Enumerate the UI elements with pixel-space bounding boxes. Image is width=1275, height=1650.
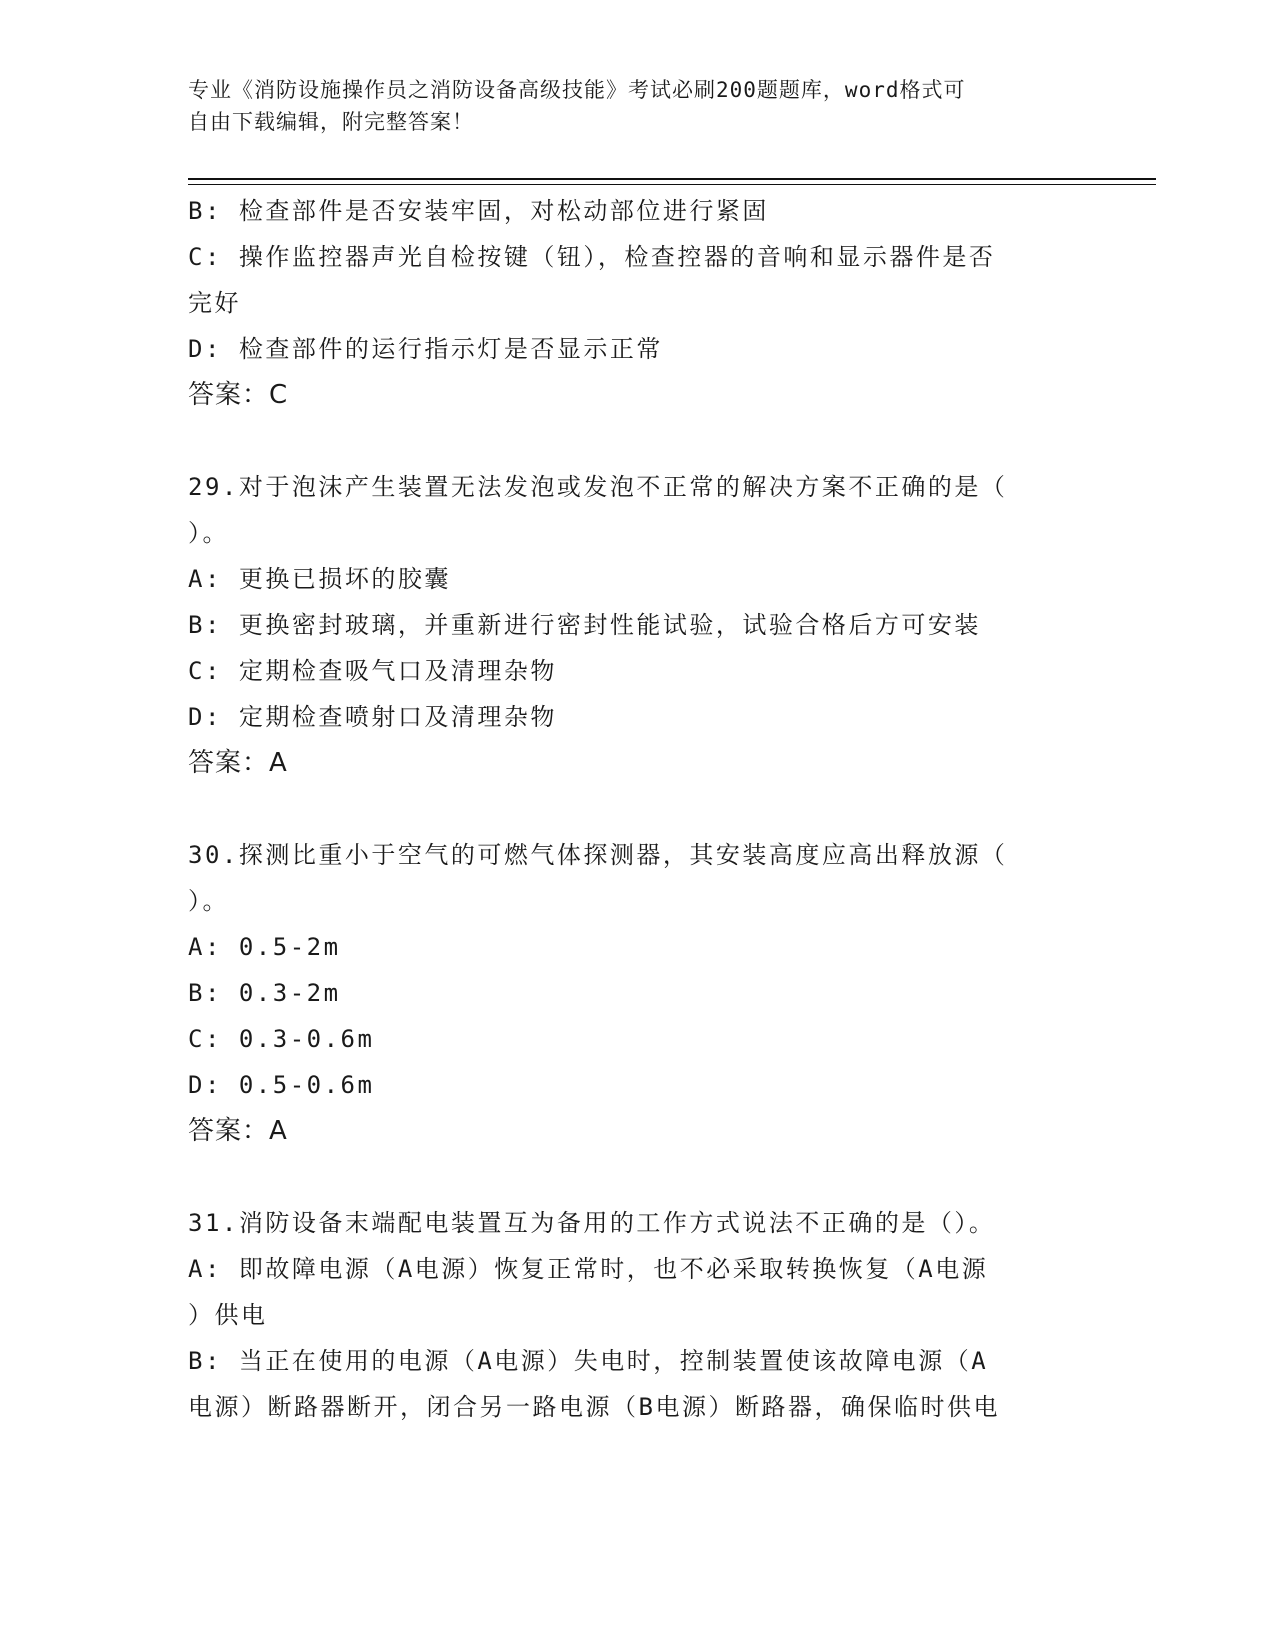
header-divider-thin (188, 184, 1156, 185)
option-a-line-2: ）供电 (188, 1301, 268, 1329)
question-stem-line-2: ）。 (188, 887, 229, 915)
option-b-line-2: 电源）断路器断开，闭合另一路电源（B电源）断路器，确保临时供电 (188, 1393, 1000, 1421)
option-b: B: 检查部件是否安装牢固，对松动部位进行紧固 (188, 197, 769, 225)
question-30 (188, 832, 1078, 1154)
question-stem-line-2: ）。 (188, 519, 229, 547)
option-a-line-1: A: 即故障电源（A电源）恢复正常时，也不必采取转换恢复（A电源 (188, 1255, 989, 1283)
question-list (188, 188, 1078, 1430)
question-28-partial (188, 188, 1078, 418)
option-b: B: 更换密封玻璃，并重新进行密封性能试验，试验合格后方可安装 (188, 611, 981, 639)
answer: 答案：C (188, 380, 289, 410)
document-header (188, 74, 1068, 138)
option-c: C: 定期检查吸气口及清理杂物 (188, 657, 557, 685)
answer: 答案：A (188, 748, 288, 778)
question-stem: 31.消防设备末端配电装置互为备用的工作方式说法不正确的是（）。 (188, 1209, 996, 1237)
question-stem-line-1: 29.对于泡沫产生装置无法发泡或发泡不正常的解决方案不正确的是（ (188, 473, 1008, 501)
option-c: C: 0.3-0.6m (188, 1025, 375, 1053)
option-c-line-1: C: 操作监控器声光自检按键（钮），检查控器的音响和显示器件是否 (188, 243, 996, 271)
option-a: A: 更换已损坏的胶囊 (188, 565, 451, 593)
spacer (188, 418, 1078, 464)
option-a: A: 0.5-2m (188, 933, 341, 961)
option-d: D: 定期检查喷射口及清理杂物 (188, 703, 557, 731)
question-29 (188, 464, 1078, 786)
option-c-line-2: 完好 (188, 289, 241, 317)
answer: 答案：A (188, 1116, 288, 1146)
header-line-1: 专业《消防设施操作员之消防设备高级技能》考试必刷200题题库，word格式可 (188, 78, 966, 102)
spacer (188, 786, 1078, 832)
option-d: D: 检查部件的运行指示灯是否显示正常 (188, 335, 663, 363)
spacer (188, 1154, 1078, 1200)
question-stem-line-1: 30.探测比重小于空气的可燃气体探测器，其安装高度应高出释放源（ (188, 841, 1008, 869)
option-d: D: 0.5-0.6m (188, 1071, 375, 1099)
header-divider-thick (188, 178, 1156, 180)
header-line-2: 自由下载编辑，附完整答案！ (188, 110, 474, 134)
option-b: B: 0.3-2m (188, 979, 341, 1007)
option-b-line-1: B: 当正在使用的电源（A电源）失电时，控制装置使该故障电源（A (188, 1347, 989, 1375)
question-31 (188, 1200, 1078, 1430)
